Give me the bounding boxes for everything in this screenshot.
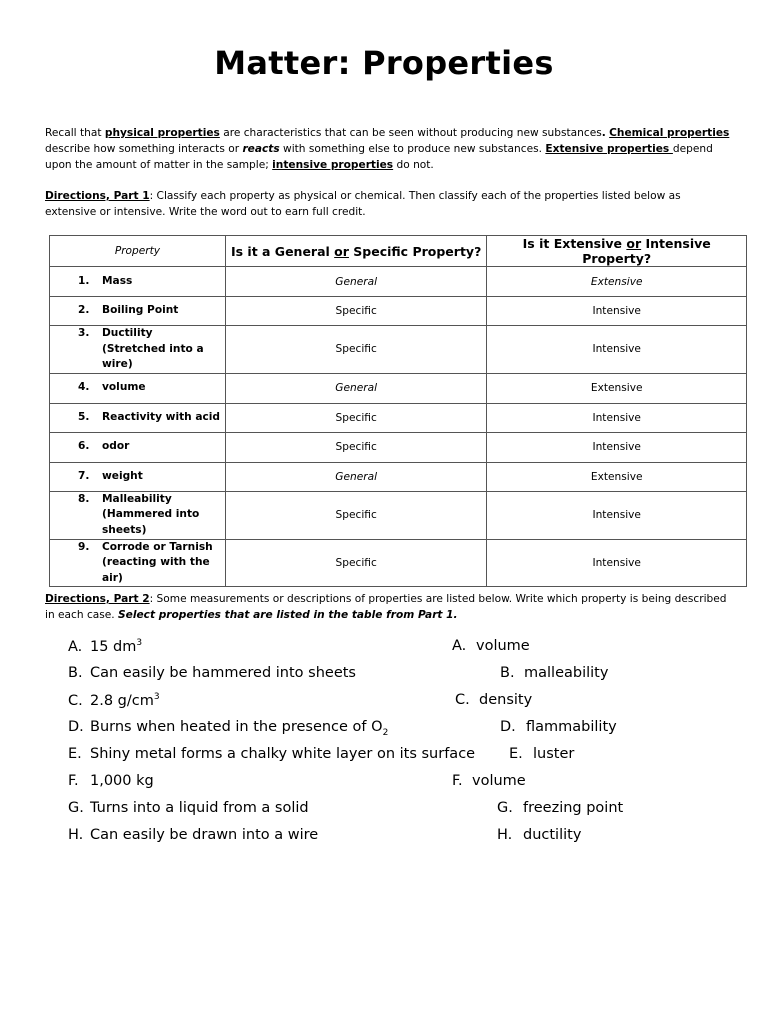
question-letter: D. <box>68 719 84 735</box>
property-cell <box>50 403 226 432</box>
answer-item <box>497 800 623 816</box>
intro-paragraph <box>45 125 735 174</box>
question-item <box>68 827 318 843</box>
question-text: Burns when heated in the presence of O <box>90 719 383 735</box>
answer-row <box>68 665 748 692</box>
header-text: Is it a General <box>230 243 335 259</box>
header-text: or <box>626 236 642 251</box>
question-item <box>68 638 142 655</box>
answer-text: flammability <box>526 719 617 735</box>
property-cell <box>50 432 226 462</box>
row-number: 9. <box>78 540 90 553</box>
extensive-intensive-cell: Intensive <box>487 539 747 587</box>
question-item <box>68 665 356 681</box>
extensive-intensive-cell: Extensive <box>487 462 747 491</box>
property-note: sheets) <box>102 523 147 536</box>
answer-item <box>452 773 526 789</box>
property-cell <box>50 267 226 297</box>
answer-item <box>509 746 574 762</box>
intro-text: describe how something interacts or <box>45 143 243 156</box>
answer-row <box>68 638 748 665</box>
property-cell <box>50 462 226 491</box>
question-text: 2.8 g/cm <box>90 692 154 709</box>
property-cell <box>50 326 226 374</box>
general-specific-cell: Specific <box>225 403 487 432</box>
general-specific-cell: Specific <box>225 432 487 462</box>
property-cell <box>50 297 226 326</box>
question-item <box>68 746 475 762</box>
table-row <box>50 326 747 374</box>
table-row <box>50 462 747 491</box>
table-row <box>50 373 747 403</box>
answer-letter: D. <box>500 719 516 735</box>
subscript: 2 <box>382 727 389 738</box>
term-chemical-properties: Chemical properties <box>609 127 730 139</box>
directions-part-1 <box>45 188 735 220</box>
table-row <box>50 267 747 297</box>
header-text: or <box>334 243 349 259</box>
header-text: Specific Property? <box>348 243 482 259</box>
table-row <box>50 491 747 539</box>
property-name: Malleability <box>102 492 172 505</box>
property-cell <box>50 539 226 587</box>
intro-text: . <box>601 127 606 139</box>
extensive-intensive-cell: Extensive <box>487 267 747 297</box>
property-note: (Hammered into <box>102 508 200 521</box>
superscript: 3 <box>153 692 160 702</box>
answer-letter: A. <box>452 638 467 654</box>
directions-part-2 <box>45 591 735 623</box>
question-text: Can easily be drawn into a wire <box>90 827 319 843</box>
extensive-intensive-cell: Intensive <box>487 432 747 462</box>
general-specific-cell: General <box>225 373 487 403</box>
answer-row <box>68 719 748 746</box>
answer-row <box>68 800 748 827</box>
extensive-intensive-cell: Extensive <box>487 373 747 403</box>
question-text: Turns into a liquid from a solid <box>90 800 309 816</box>
extensive-intensive-cell: Intensive <box>487 491 747 539</box>
question-text: Shiny metal forms a chalky white layer on its surface <box>90 746 476 762</box>
property-name: Ductility <box>102 327 153 339</box>
row-number: 7. <box>78 469 90 482</box>
superscript: 3 <box>136 638 143 648</box>
property-name: Reactivity with acid <box>102 410 221 423</box>
header-text: Is it Extensive <box>522 236 627 251</box>
general-specific-cell: Specific <box>225 326 487 374</box>
answer-row <box>68 827 748 854</box>
header-extensive-intensive <box>487 236 747 267</box>
answer-letter: H. <box>497 827 513 843</box>
answer-item <box>452 638 530 654</box>
question-text: 15 dm <box>90 638 137 655</box>
table-row <box>50 539 747 587</box>
intro-text: Recall that <box>45 127 105 139</box>
row-number: 2. <box>78 304 90 317</box>
question-item <box>68 773 154 789</box>
table-row <box>50 297 747 326</box>
properties-table <box>49 235 747 587</box>
row-number: 3. <box>78 327 90 339</box>
general-specific-cell: General <box>225 267 487 297</box>
answer-text: malleability <box>524 665 609 681</box>
answer-text: ductility <box>523 827 582 843</box>
table-row <box>50 432 747 462</box>
property-note: (reacting with the air) <box>102 556 210 584</box>
extensive-intensive-cell: Intensive <box>487 326 747 374</box>
term-reacts: reacts <box>242 143 280 156</box>
header-property: Property <box>50 236 226 267</box>
property-name: volume <box>102 381 146 394</box>
property-cell <box>50 491 226 539</box>
question-letter: B. <box>68 665 83 681</box>
question-item <box>68 692 160 709</box>
answer-letter: F. <box>452 773 463 789</box>
property-name: weight <box>102 469 143 482</box>
directions-label: Directions, Part 1 <box>45 190 150 202</box>
answer-row <box>68 692 748 719</box>
directions-label: Directions, Part 2 <box>45 593 150 605</box>
header-general-specific <box>225 236 487 267</box>
directions-text: : Classify each property as physical or chemical. Then classify each of the properties listed below as extensive or intensive. Write the word out to earn full credit. <box>45 190 681 219</box>
row-number: 8. <box>78 492 90 505</box>
question-letter: E. <box>68 746 82 762</box>
answer-text: luster <box>533 746 575 762</box>
property-name: odor <box>102 440 130 453</box>
directions-emphasis: Select properties that are listed in the table from Part 1. <box>118 609 458 622</box>
row-number: 1. <box>78 274 90 287</box>
question-item <box>68 719 388 738</box>
question-letter: A. <box>68 638 83 655</box>
property-name: Mass <box>102 274 133 287</box>
table-header-row <box>50 236 747 267</box>
answer-item <box>455 692 532 708</box>
header-text: Intensive Property? <box>582 236 711 266</box>
question-letter: H. <box>68 827 84 843</box>
property-name: Corrode or Tarnish <box>102 540 213 553</box>
intro-text: with something else to produce new substances. <box>279 143 546 156</box>
question-item <box>68 800 309 816</box>
row-number: 4. <box>78 381 90 394</box>
general-specific-cell: Specific <box>225 539 487 587</box>
property-cell <box>50 373 226 403</box>
intro-text: do not. <box>393 159 434 172</box>
property-name: Boiling Point <box>102 304 179 317</box>
question-letter: C. <box>68 692 83 709</box>
answer-text: volume <box>476 638 530 654</box>
table-row <box>50 403 747 432</box>
row-number: 6. <box>78 440 90 453</box>
question-text: Can easily be hammered into sheets <box>90 665 356 681</box>
property-note: (Stretched into a wire) <box>102 342 204 370</box>
answer-text: freezing point <box>523 800 624 816</box>
intro-text: depend upon the amount of matter in the sample; <box>45 143 713 172</box>
answer-item <box>500 665 608 681</box>
question-letter: G. <box>68 800 84 816</box>
page-title: Matter: Properties <box>214 44 554 82</box>
extensive-intensive-cell: Intensive <box>487 403 747 432</box>
answer-row <box>68 773 748 800</box>
answer-letter: B. <box>500 665 515 681</box>
intro-text: are characteristics that can be seen without producing new substances <box>219 127 602 139</box>
general-specific-cell: Specific <box>225 491 487 539</box>
term-intensive-properties: intensive properties <box>272 159 394 172</box>
answer-row <box>68 746 748 773</box>
general-specific-cell: General <box>225 462 487 491</box>
term-extensive-properties: Extensive properties <box>545 143 673 156</box>
row-number: 5. <box>78 410 90 423</box>
answer-text: volume <box>472 773 526 789</box>
answer-list <box>68 638 748 854</box>
answer-letter: C. <box>455 692 470 708</box>
answer-letter: G. <box>497 800 513 816</box>
question-letter: F. <box>68 773 79 789</box>
answer-item <box>500 719 617 735</box>
question-text: 1,000 kg <box>90 773 154 789</box>
directions-text: : Some measurements or descriptions of properties are listed below. Write which property is being described in each case. <box>45 593 727 622</box>
extensive-intensive-cell: Intensive <box>487 297 747 326</box>
general-specific-cell: Specific <box>225 297 487 326</box>
answer-text: density <box>479 692 533 708</box>
term-physical-properties: physical properties <box>104 127 220 139</box>
answer-letter: E. <box>509 746 523 762</box>
answer-item <box>497 827 581 843</box>
